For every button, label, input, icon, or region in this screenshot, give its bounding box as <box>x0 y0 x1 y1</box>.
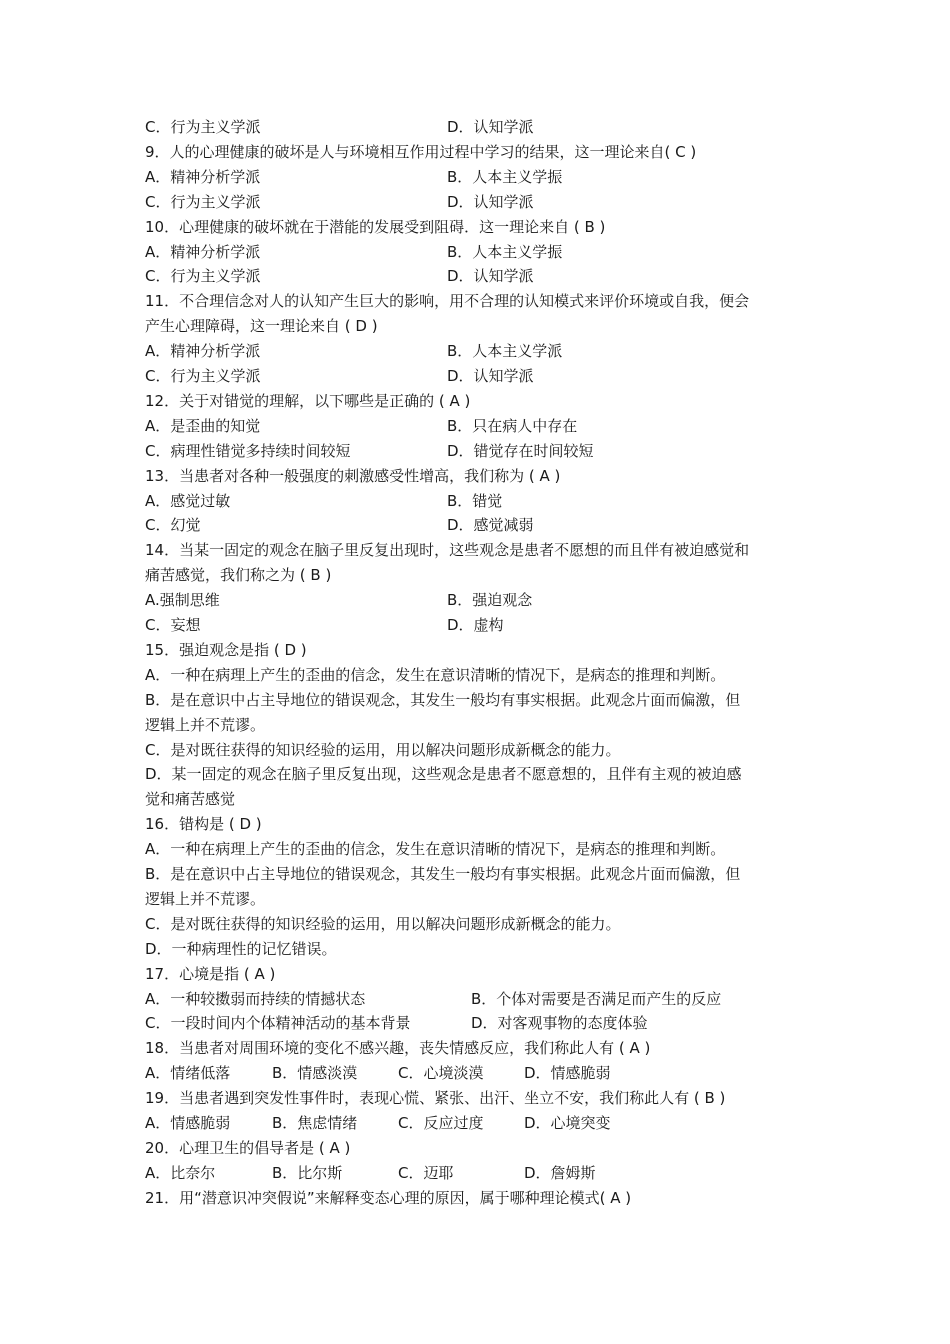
text-line: A．一种在病理上产生的歪曲的信念，发生在意识清晰的情况下，是病态的推理和判断。 <box>145 840 726 858</box>
option-item: D．情感脆弱 <box>524 1064 611 1082</box>
option-item: B．强迫观念 <box>447 591 533 609</box>
text-line: 19．当患者遇到突发性事件时，表现心慌、紧张、出汗、坐立不安，我们称此人有 ( B ) <box>145 1089 726 1107</box>
text-line: 觉和痛苦感觉 <box>145 790 236 808</box>
option-item: D．心境突变 <box>524 1114 611 1132</box>
text-line: C．是对既往获得的知识经验的运用，用以解决问题形成新概念的能力。 <box>145 741 621 759</box>
option-item: C．妄想 <box>145 616 201 634</box>
option-item: B．人本主义学振 <box>447 168 563 186</box>
option-item: D．认知学派 <box>447 118 534 136</box>
text-line: D．某一固定的观念在脑子里反复出现，这些观念是患者不愿意想的，且伴有主观的被迫感 <box>145 765 742 783</box>
option-item: A.强制思维 <box>145 591 220 609</box>
option-item: B．比尔斯 <box>272 1164 343 1182</box>
text-line: 13．当患者对各种一般强度的刺激感受性增高，我们称为 ( A ) <box>145 467 561 485</box>
option-item: B．错觉 <box>447 492 503 510</box>
text-line: 12．关于对错觉的理解，以下哪些是正确的 ( A ) <box>145 392 471 410</box>
option-item: A．精神分析学派 <box>145 342 261 360</box>
option-item: A．感觉过敏 <box>145 492 231 510</box>
option-item: D．感觉减弱 <box>447 516 534 534</box>
option-item: C．反应过度 <box>398 1114 484 1132</box>
option-item: D．错觉存在时间较短 <box>447 442 594 460</box>
text-line: 产生心理障碍，这一理论来自 ( D ) <box>145 317 378 335</box>
option-item: B．人本主义学振 <box>447 243 563 261</box>
text-line: 10．心理健康的破坏就在于潜能的发展受到阻碍．这一理论来自 ( B ) <box>145 218 606 236</box>
option-item: B．个体对需要是否满足而产生的反应 <box>471 990 722 1008</box>
option-item: D．认知学派 <box>447 267 534 285</box>
option-item: A．精神分析学派 <box>145 168 261 186</box>
text-line: C．是对既往获得的知识经验的运用，用以解决问题形成新概念的能力。 <box>145 915 621 933</box>
option-item: D．詹姆斯 <box>524 1164 596 1182</box>
option-item: C．一段时间内个体精神活动的基本背景 <box>145 1014 411 1032</box>
text-line: 9．人的心理健康的破坏是人与环境相互作用过程中学习的结果，这一理论来自( C ) <box>145 143 697 161</box>
option-item: D．虚构 <box>447 616 504 634</box>
option-item: A．精神分析学派 <box>145 243 261 261</box>
text-line: 16．错构是 ( D ) <box>145 815 262 833</box>
option-item: B．情感淡漠 <box>272 1064 358 1082</box>
option-item: A．情绪低落 <box>145 1064 231 1082</box>
text-line: 11．不合理信念对人的认知产生巨大的影响，用不合理的认知模式来评价环境或自我，便会 <box>145 292 750 310</box>
text-line: 20．心理卫生的倡导者是 ( A ) <box>145 1139 351 1157</box>
text-line: B．是在意识中占主导地位的错误观念，其发生一般均有事实根据。此观念片面而偏激，但 <box>145 691 741 709</box>
text-line: 21．用“潜意识冲突假说”来解释变态心理的原因，属于哪种理论模式( A ) <box>145 1189 632 1207</box>
text-line: 痛苦感觉，我们称之为 ( B ) <box>145 566 332 584</box>
option-item: A．一种较擞弱而持续的情撼状态 <box>145 990 366 1008</box>
option-item: D．对客观事物的态度体验 <box>471 1014 648 1032</box>
text-line: 18．当患者对周围环境的变化不感兴趣，丧失情感反应，我们称此人有 ( A ) <box>145 1039 651 1057</box>
option-item: B．人本主义学派 <box>447 342 563 360</box>
option-item: C．心境淡漠 <box>398 1064 484 1082</box>
text-line: D．一种病理性的记忆错误。 <box>145 940 337 958</box>
option-item: D．认知学派 <box>447 367 534 385</box>
option-item: C．病理性错觉多持续时间较短 <box>145 442 351 460</box>
option-item: C．迈耶 <box>398 1164 454 1182</box>
option-item: B．焦虑情绪 <box>272 1114 358 1132</box>
text-line: 逻辑上并不荒谬。 <box>145 890 266 908</box>
text-line: 14．当某一固定的观念在脑子里反复出现时，这些观念是患者不愿想的而且伴有被迫感觉和 <box>145 541 750 559</box>
option-item: A．是歪曲的知觉 <box>145 417 261 435</box>
option-item: B．只在病人中存在 <box>447 417 578 435</box>
text-line: 15．强迫观念是指 ( D ) <box>145 641 307 659</box>
option-item: C．行为主义学派 <box>145 367 261 385</box>
option-item: C．幻觉 <box>145 516 201 534</box>
text-line: 逻辑上并不荒谬。 <box>145 716 266 734</box>
option-item: C．行为主义学派 <box>145 267 261 285</box>
option-item: A．情感脆弱 <box>145 1114 231 1132</box>
text-line: A．一种在病理上产生的歪曲的信念，发生在意识清晰的情况下，是病态的推理和判断。 <box>145 666 726 684</box>
text-line: B．是在意识中占主导地位的错误观念，其发生一般均有事实根据。此观念片面而偏激，但 <box>145 865 741 883</box>
option-item: C．行为主义学派 <box>145 118 261 136</box>
text-line: 17．心境是指 ( A ) <box>145 965 276 983</box>
option-item: D．认知学派 <box>447 193 534 211</box>
option-item: C．行为主义学派 <box>145 193 261 211</box>
option-item: A．比奈尔 <box>145 1164 216 1182</box>
